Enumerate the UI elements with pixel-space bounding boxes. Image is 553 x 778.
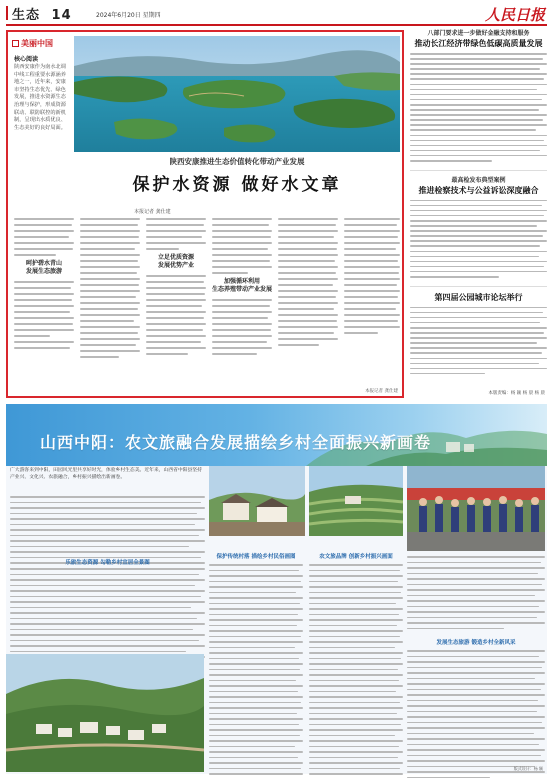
byline: 本报记者 龚仕建 — [134, 209, 171, 215]
right-article-2-pre: 最高检发布典型案例 — [451, 176, 506, 184]
story-column-6 — [344, 218, 400, 396]
right-article-1-title: 推动长江经济带绿色低碳高质量发展 — [414, 39, 543, 48]
right-article-3-title: 第四届公园城市论坛举行 — [434, 292, 523, 302]
reporter-credit: 本报记者 龚仕建 — [365, 389, 398, 394]
story-body-columns — [14, 218, 400, 396]
core-read-label: 核心阅读 — [14, 56, 39, 63]
feature-banner — [6, 404, 547, 466]
feature-subhead-2: 保护传统村落 描绘乡村民俗画图 — [216, 554, 296, 560]
divider — [410, 286, 547, 287]
right-article-2-title: 推进检察技术与公益诉讼深度融合 — [418, 185, 539, 195]
headline-area — [74, 156, 400, 195]
feature-subhead-4: 发展生态旅游 锻造乡村全新风采 — [436, 640, 516, 646]
top-story — [6, 30, 404, 398]
divider — [410, 170, 547, 171]
feature-subhead-3: 农文旅品牌 创新乡村振兴画面 — [319, 554, 393, 560]
feature-subhead-1: 乐旅生态资源 勾勒乡村宜居全景图 — [65, 560, 150, 566]
square-icon — [12, 40, 19, 47]
issue-date: 2024年6月20日 星期四 — [96, 12, 161, 19]
feature-lead: 广大游客来到中阳，田园风光里共享好时光，体验乡村生态美。近年来，山西省中阳县坚持产业兴、文化兴、农旅融合，乡村振兴描绘出新画卷。 — [10, 468, 202, 480]
story-column-1 — [14, 218, 74, 396]
feature-col-3-lines — [309, 564, 403, 778]
village-houses-photo — [209, 466, 305, 536]
subhead-1: 呵护碧水青山 发展生态旅游 — [25, 260, 62, 275]
subhead-3: 加强循环利用 生态养殖带动产业发展 — [212, 278, 273, 293]
story-column-5 — [278, 218, 338, 396]
page-number: 14 — [51, 8, 72, 23]
feature-left-lines — [10, 568, 205, 667]
column-tag: 美丽中国 — [12, 38, 53, 49]
story-lead: 陕西安康作为南水北调中线工程重要水源涵养地之一，近年来，安康市坚持生态优先、绿色发展，推进水资源生态治理与保护，形成资源联动、联防联控的新机制，呈现出水质优良、生态美好的良好局面。 — [14, 64, 66, 131]
feature-title: 山西中阳：农文旅融合发展描绘乡村全面振兴新画卷 — [40, 433, 432, 452]
headline-kicker: 陕西安康推进生态价值转化带动产业发展 — [169, 157, 305, 166]
right-news-column — [410, 30, 547, 398]
subhead-2: 立足优质资源 发展优势产业 — [157, 254, 194, 269]
design-credit: 版式设计：杨 颖 — [513, 766, 543, 771]
story-column-3 — [146, 218, 206, 396]
section-name: 生态 — [12, 8, 41, 23]
headline: 保护水资源 做好水文章 — [132, 175, 342, 195]
newspaper-logo: 人民日报 — [484, 6, 545, 24]
lake-islands-photo — [74, 36, 400, 152]
mountain-town-photo — [6, 654, 204, 772]
page-editors: 本版责编：杨 颖 杨 晨 杨 晨 — [488, 391, 545, 396]
right-article-2 — [410, 177, 547, 278]
feature-col-5-lines — [407, 650, 545, 778]
masthead — [6, 4, 547, 26]
section-title — [6, 4, 72, 23]
bottom-feature — [6, 404, 547, 774]
feature-col-2-lines — [209, 564, 303, 778]
terraced-landscape-photo — [309, 466, 403, 536]
right-article-3 — [410, 293, 547, 375]
right-article-1 — [410, 30, 547, 162]
story-column-4 — [212, 218, 272, 396]
marathon-runners-photo — [407, 466, 545, 551]
story-column-2 — [80, 218, 140, 396]
right-article-1-pre: 八部门要求进一步做好金融支持和服务 — [427, 30, 530, 37]
feature-col-4-lines — [407, 556, 545, 633]
